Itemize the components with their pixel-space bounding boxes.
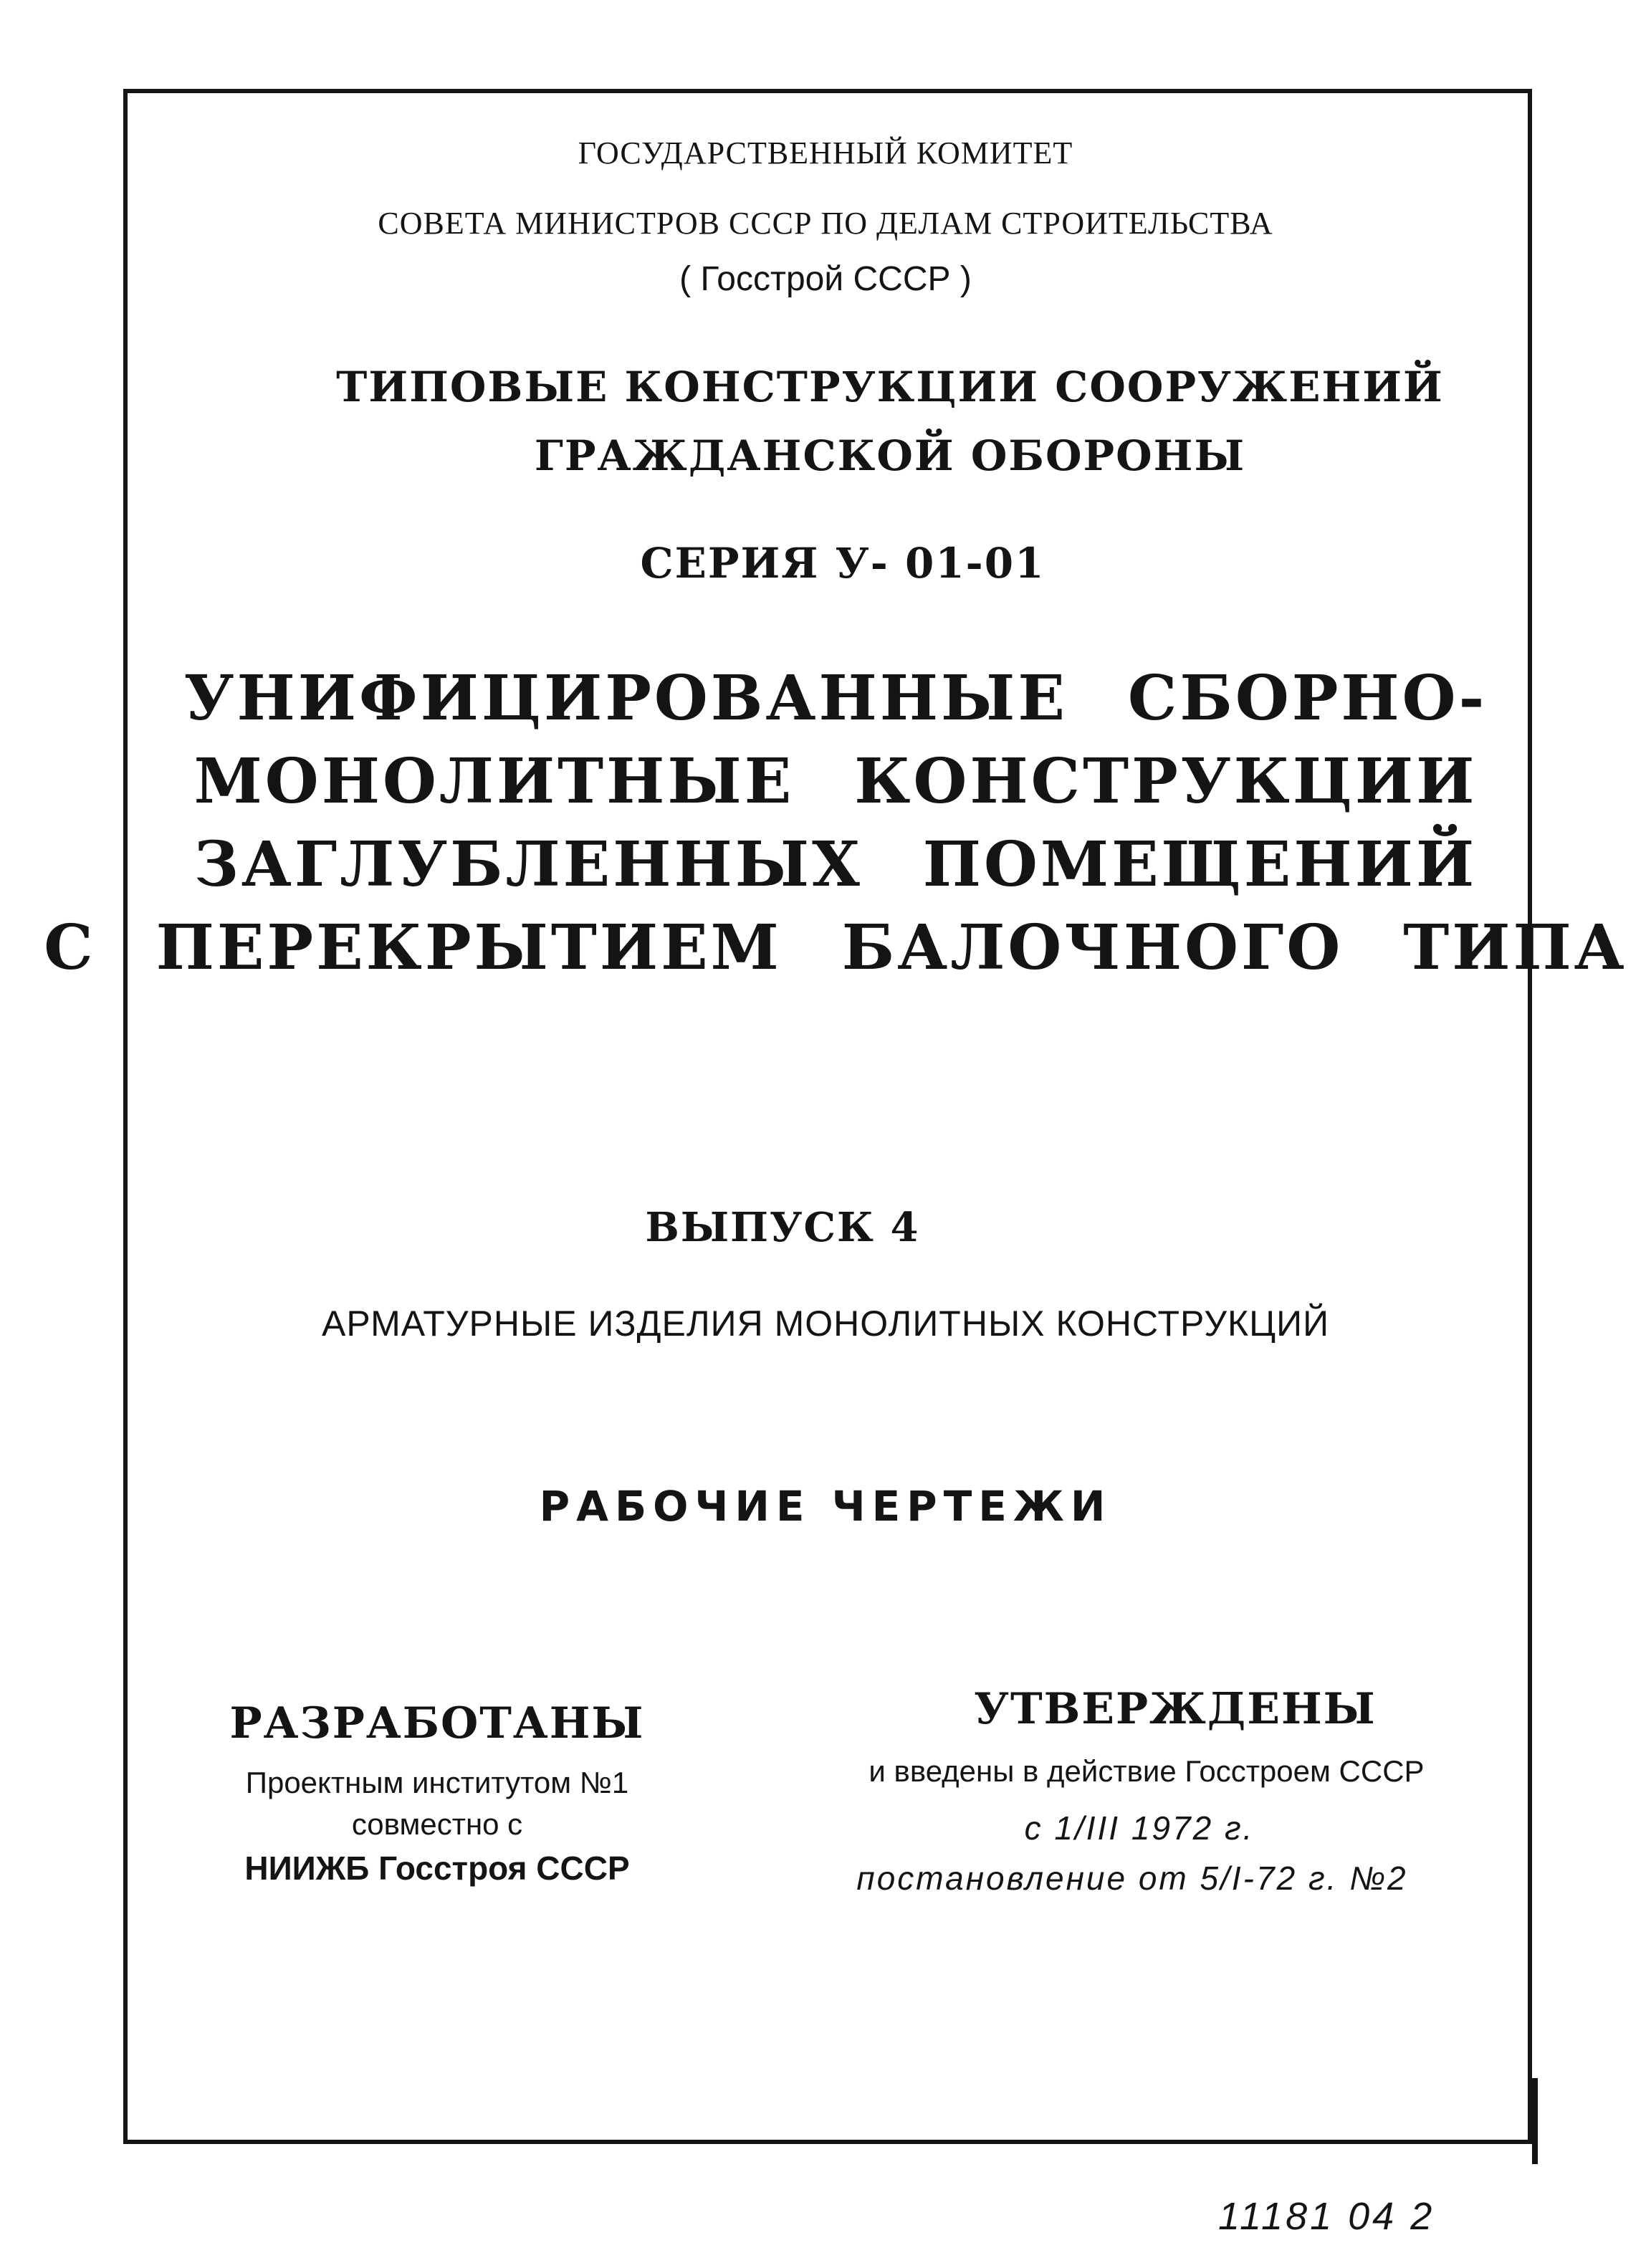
main-title-line4: С ПЕРЕКРЫТИЕМ БАЛОЧНОГО ТИПА (44, 911, 1627, 984)
issue-subtitle: АРМАТУРНЫЕ ИЗДЕЛИЯ МОНОЛИТНЫХ КОНСТРУКЦИЙ (321, 1303, 1330, 1344)
frame-corner-mark (1532, 2078, 1538, 2164)
developed-institute: Проектным институтом №1 (245, 1766, 629, 1799)
header-council: СОВЕТА МИНИСТРОВ СССР ПО ДЕЛАМ СТРОИТЕЛЬСТВА (378, 206, 1273, 241)
main-title-line1: УНИФИЦИРОВАННЫЕ СБОРНО- (183, 662, 1488, 735)
issue-label: ВЫПУСК 4 (645, 1204, 920, 1251)
approved-date: с 1/III 1972 г. (1024, 1809, 1255, 1847)
series-title-line1: ТИПОВЫЕ КОНСТРУКЦИИ СООРУЖЕНИЙ (336, 363, 1444, 411)
header-committee: ГОСУДАРСТВЕННЫЙ КОМИТЕТ (578, 135, 1073, 171)
series-title-line2: ГРАЖДАНСКОЙ ОБОРОНЫ (534, 431, 1246, 480)
developed-heading: РАЗРАБОТАНЫ (229, 1698, 645, 1748)
working-drawings-label: РАБОЧИЕ ЧЕРТЕЖИ (539, 1482, 1112, 1531)
series-number: СЕРИЯ У- 01-01 (640, 539, 1045, 588)
approved-introduced: и введены в действие Госстроем СССР (868, 1754, 1425, 1788)
archive-number-stamp: 11181 04 2 (1218, 2195, 1435, 2238)
main-title-line2: МОНОЛИТНЫЕ КОНСТРУКЦИИ (193, 745, 1478, 818)
approved-heading: УТВЕРЖДЕНЫ (974, 1684, 1377, 1734)
main-title-line3: ЗАГЛУБЛЕННЫХ ПОМЕЩЕНИЙ (193, 828, 1478, 901)
developed-niizhb: НИИЖБ Госстроя СССР (244, 1850, 630, 1887)
developed-together: совместно с (351, 1807, 523, 1841)
approved-resolution: постановление от 5/I-72 г. №2 (856, 1860, 1408, 1897)
header-gosstroy: ( Госстрой СССР ) (679, 260, 972, 298)
